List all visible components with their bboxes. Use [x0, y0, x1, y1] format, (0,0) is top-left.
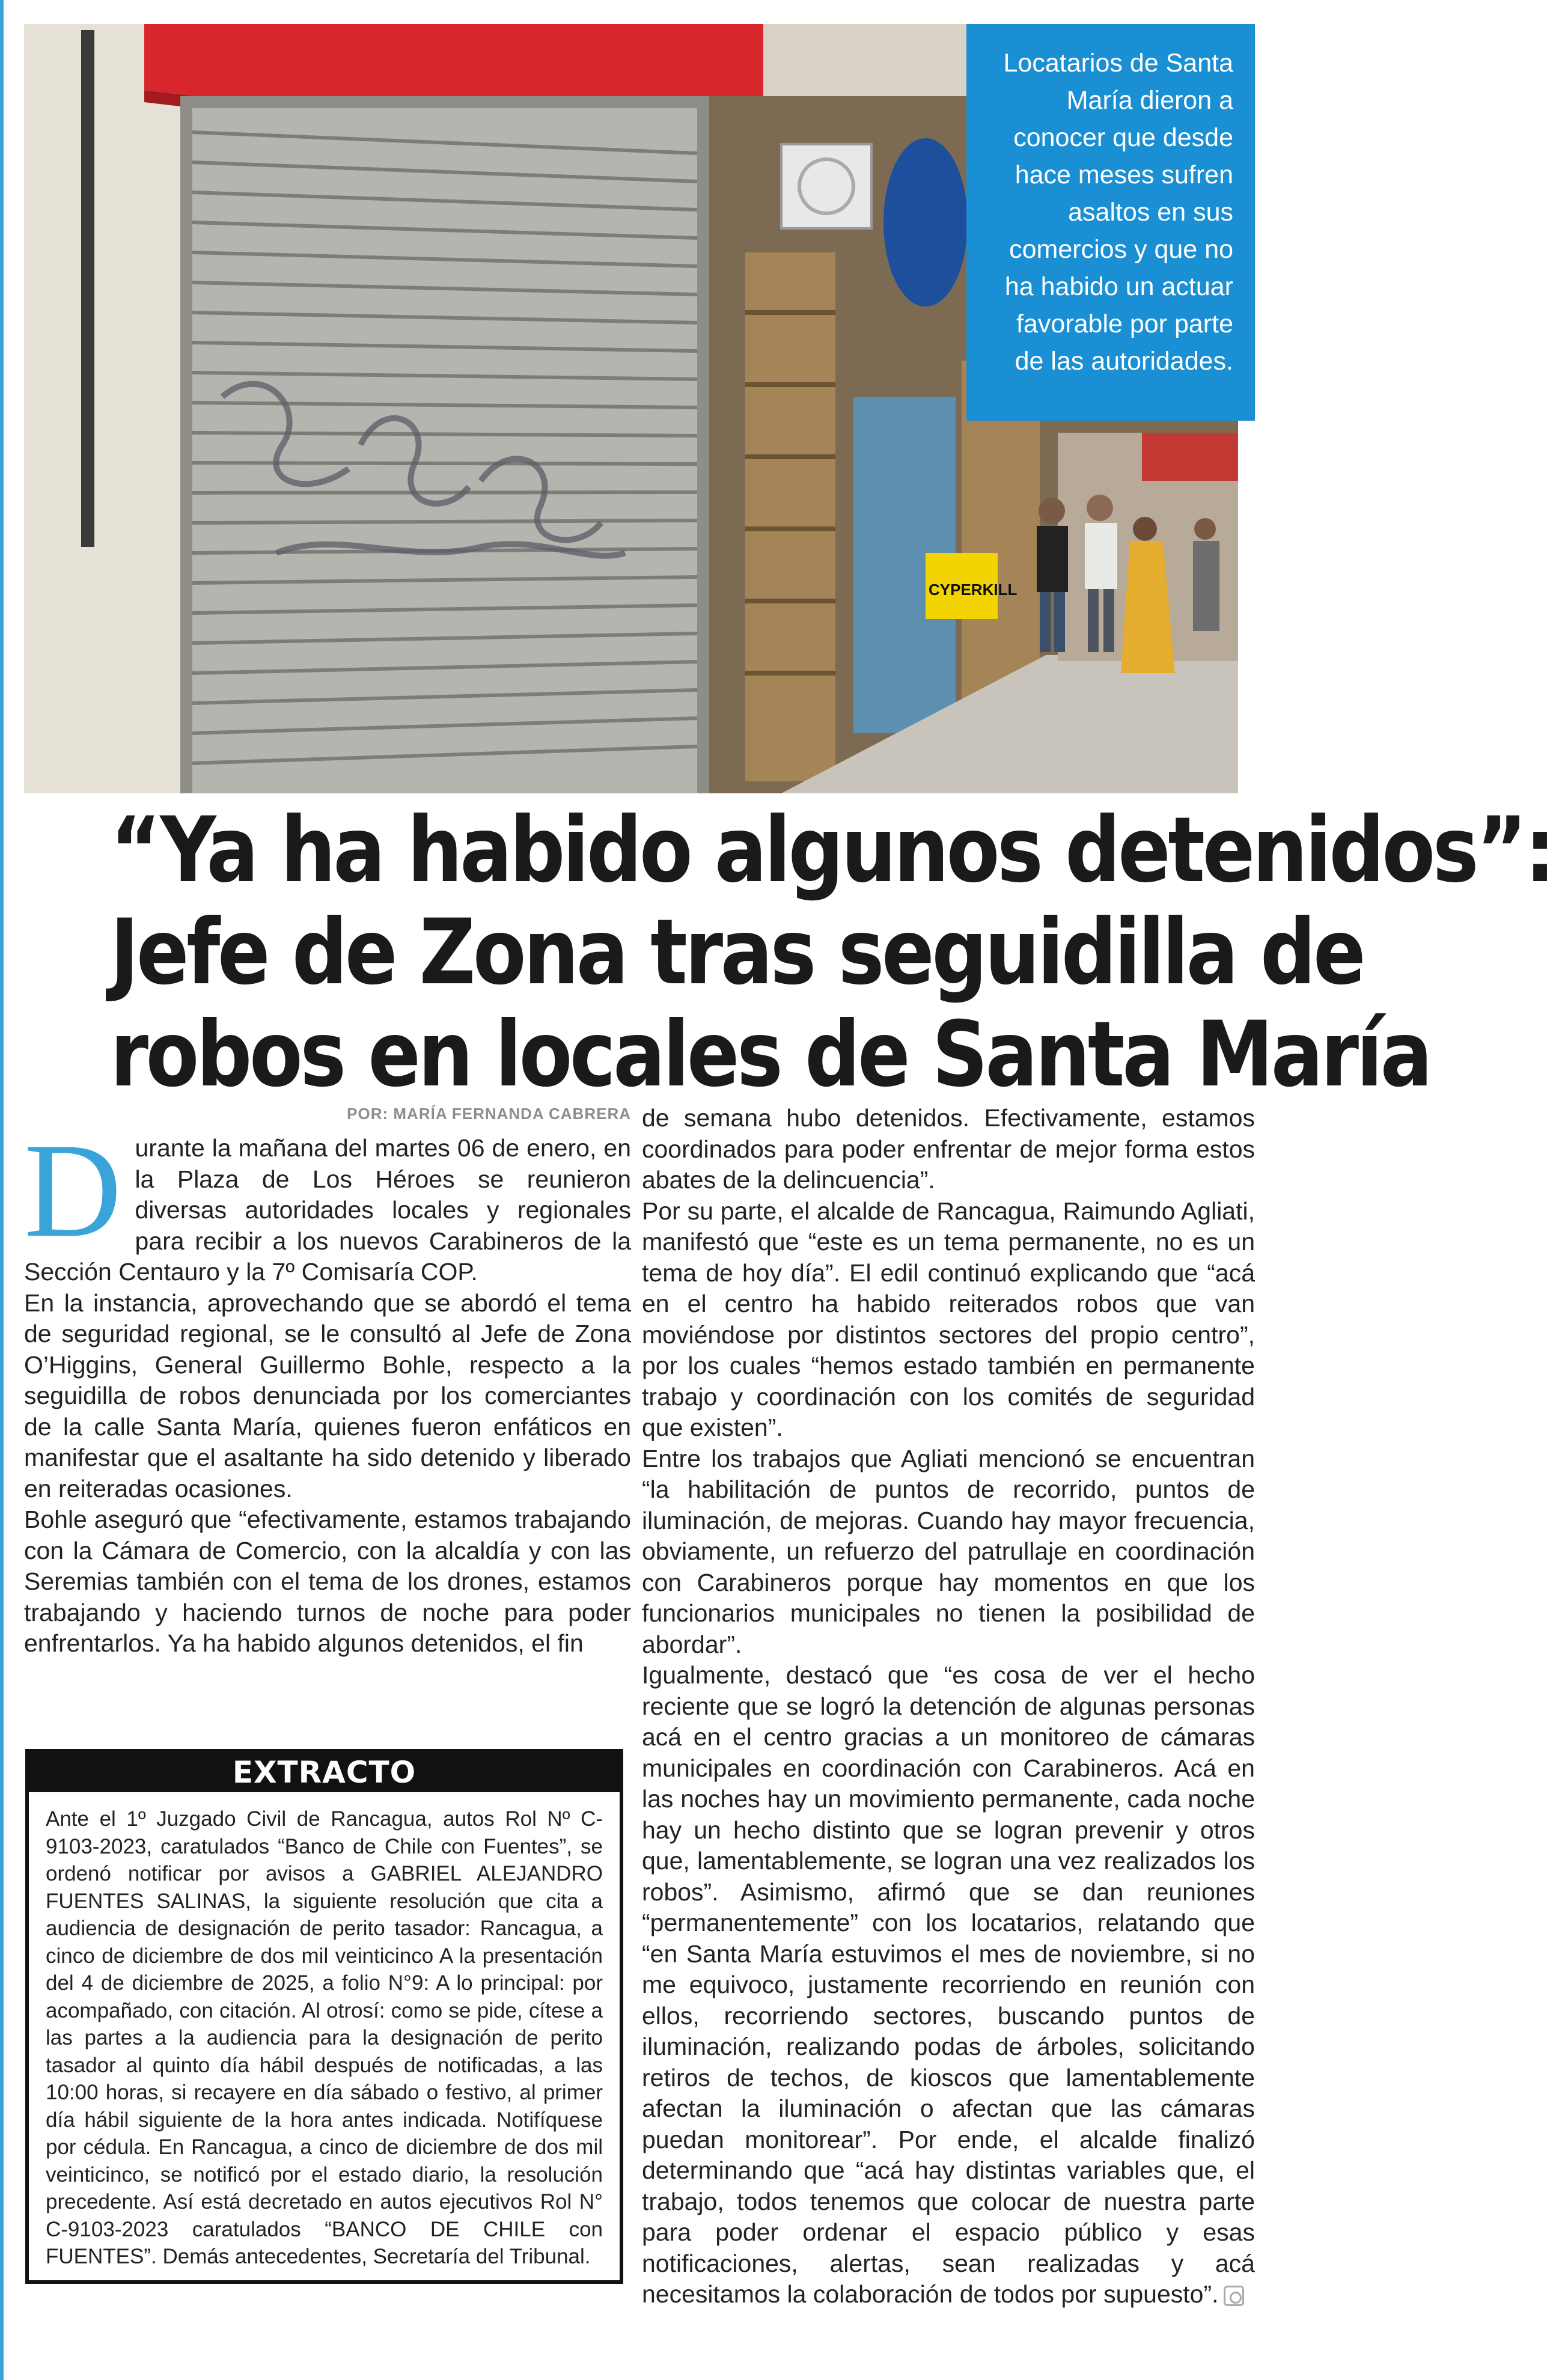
headline-line-3: robos en locales de Santa María: [110, 1002, 1430, 1107]
headline-line-2: Jefe de Zona tras seguidilla de: [110, 900, 1364, 1005]
photo-caption: Locatarios de Santa María dieron a conocer que desde hace meses sufren asaltos en sus comercios y que no ha habido un actuar favorable por parte de las autoridades.: [966, 24, 1255, 421]
article-paragraph: Entre los trabajos que Agliati mencionó se encuentran “la habilitación de puntos de recorrido, puntos de iluminación, de mejoras. Cuando hay mayor frecuencia, obviamente, un refuerzo del patrullaje en coordinación con Carabineros porque hay momentos en que los funcionarios municipales no tienen la posibilidad de abordar”.: [642, 1444, 1255, 1658]
legal-notice-text: Ante el 1º Juzgado Civil de Rancagua, autos Rol Nº C-9103-2023, caratulados “Banco de Chile con Fuentes”, se ordenó notificar por avisos a GABRIEL ALEJANDRO FUENTES SALINAS, la siguiente resolución que cita a audiencia de designación de perito tasador: Rancagua, a cinco de diciembre de dos mil veinticinco A la presentación del 4 de diciembre de 2025, a folio N°9: A lo principal: por acompañado, con citación. Al otrosí: como se pide, cítese a las partes a la audiencia para la designación de perito tasador al quinto día hábil después de notificadas, a las 10:00 horas, si recayere en día sábado o festivo, al primer día hábil siguiente de la hora antes indicada. Notifíquese por cédula. En Rancagua, a cinco de diciembre de dos mil veinticinco, se notificó por el estado diario, la resolución precedente. Así está decretado en autos ejecutivos Rol N° C-9103-2023 caratulados “BANCO DE CHILE con FUENTES”. Demás antecedentes, Secretaría del Tribunal.: [46, 1807, 603, 2268]
end-of-article-icon: [1224, 2286, 1244, 2306]
article-paragraph: de semana hubo detenidos. Efectivamente, estamos coordinados para poder enfrentar de mejor forma estos abates de la delincuencia”.: [642, 1104, 1255, 1194]
byline: POR: MARÍA FERNANDA CABRERA: [347, 1105, 631, 1123]
article-paragraph: [24, 1115, 631, 1288]
legal-notice-box: [25, 1749, 623, 2284]
article-paragraph: En la instancia, aprovechando que se abordó el tema de seguridad regional, se le consultó al Jefe de Zona O’Higgins, General Guillermo Bohle, respecto a la seguidilla de robos denunciada por los comerciantes de la calle Santa María, quienes fueron enfáticos en manifestar que el asaltante ha sido detenido y liberado en reiteradas ocasiones.: [24, 1289, 631, 1503]
article-paragraph: [642, 1660, 1255, 2310]
article-paragraph: Por su parte, el alcalde de Rancagua, Raimundo Agliati, manifestó que “este es un tema permanente, no es un tema de hoy día”. El edil continuó explicando que “acá en el centro ha habido reiterados robos que van moviéndose por distintos sectores del propio centro”, por los cuales “hemos estado también en permanente trabajo y coordinación con los comités de seguridad que existen”.: [642, 1197, 1255, 1441]
article-column-2: [642, 1103, 1255, 2310]
headline: [110, 798, 1553, 1107]
article-paragraph: Bohle aseguró que “efectivamente, estamos trabajando con la Cámara de Comercio, con la alcaldía y con las Seremias también con el tema de los drones, estamos trabajando y haciendo turnos de noche para poder enfrentarlos. Ya ha habido algunos detenidos, el fin: [24, 1506, 631, 1657]
paragraph-text: Igualmente, destacó que “es cosa de ver el hecho reciente que se logró la detención de algunas personas acá en el centro gracias a un monitoreo de cámaras municipales en coordinación con Carabineros. Acá en las noches hay un movimiento permanente, cada noche hay un hecho distinto que se logran prevenir y otros que, lamentablemente, se logran una vez realizados los robos”. Asimismo, afirmó que se dan reuniones “permanentemente” con los locatarios, relatando que “en Santa María estuvimos el mes de noviembre, si no me equivoco, justamente recorriendo en reunión con ellos, recorriendo sectores, buscando puntos de iluminación, realizando podas de árboles, solicitando retiros de techos, de kioscos que lamentablemente afectan la iluminación o afectan que las cámaras puedan monitorear”. Por ende, el alcalde finalizó determinando que “acá hay distintas variables que, el trabajo, todos tenemos que colocar de nuestra parte para poder ordenar el espacio público y esas notificaciones, alertas, sean realizadas y acá necesitamos la colaboración de todos por supuesto”.: [642, 1661, 1255, 2308]
section-color-bar: [0, 0, 4, 2380]
article-column-1: [24, 1115, 631, 1659]
shop-sign-text: CYPERKILL: [929, 581, 1018, 599]
paragraph-text: urante la mañana del martes 06 de enero, en la Plaza de Los Héroes se reunieron diversas autoridades locales y regionales para recibir a los nuevos Carabineros de la Sección Centauro y la 7º Comisaría COP.: [24, 1134, 631, 1286]
headline-line-1: “Ya ha habido algunos detenidos”:: [110, 798, 1553, 903]
drop-cap: D: [24, 1115, 122, 1265]
legal-notice-title: EXTRACTO: [29, 1753, 620, 1792]
